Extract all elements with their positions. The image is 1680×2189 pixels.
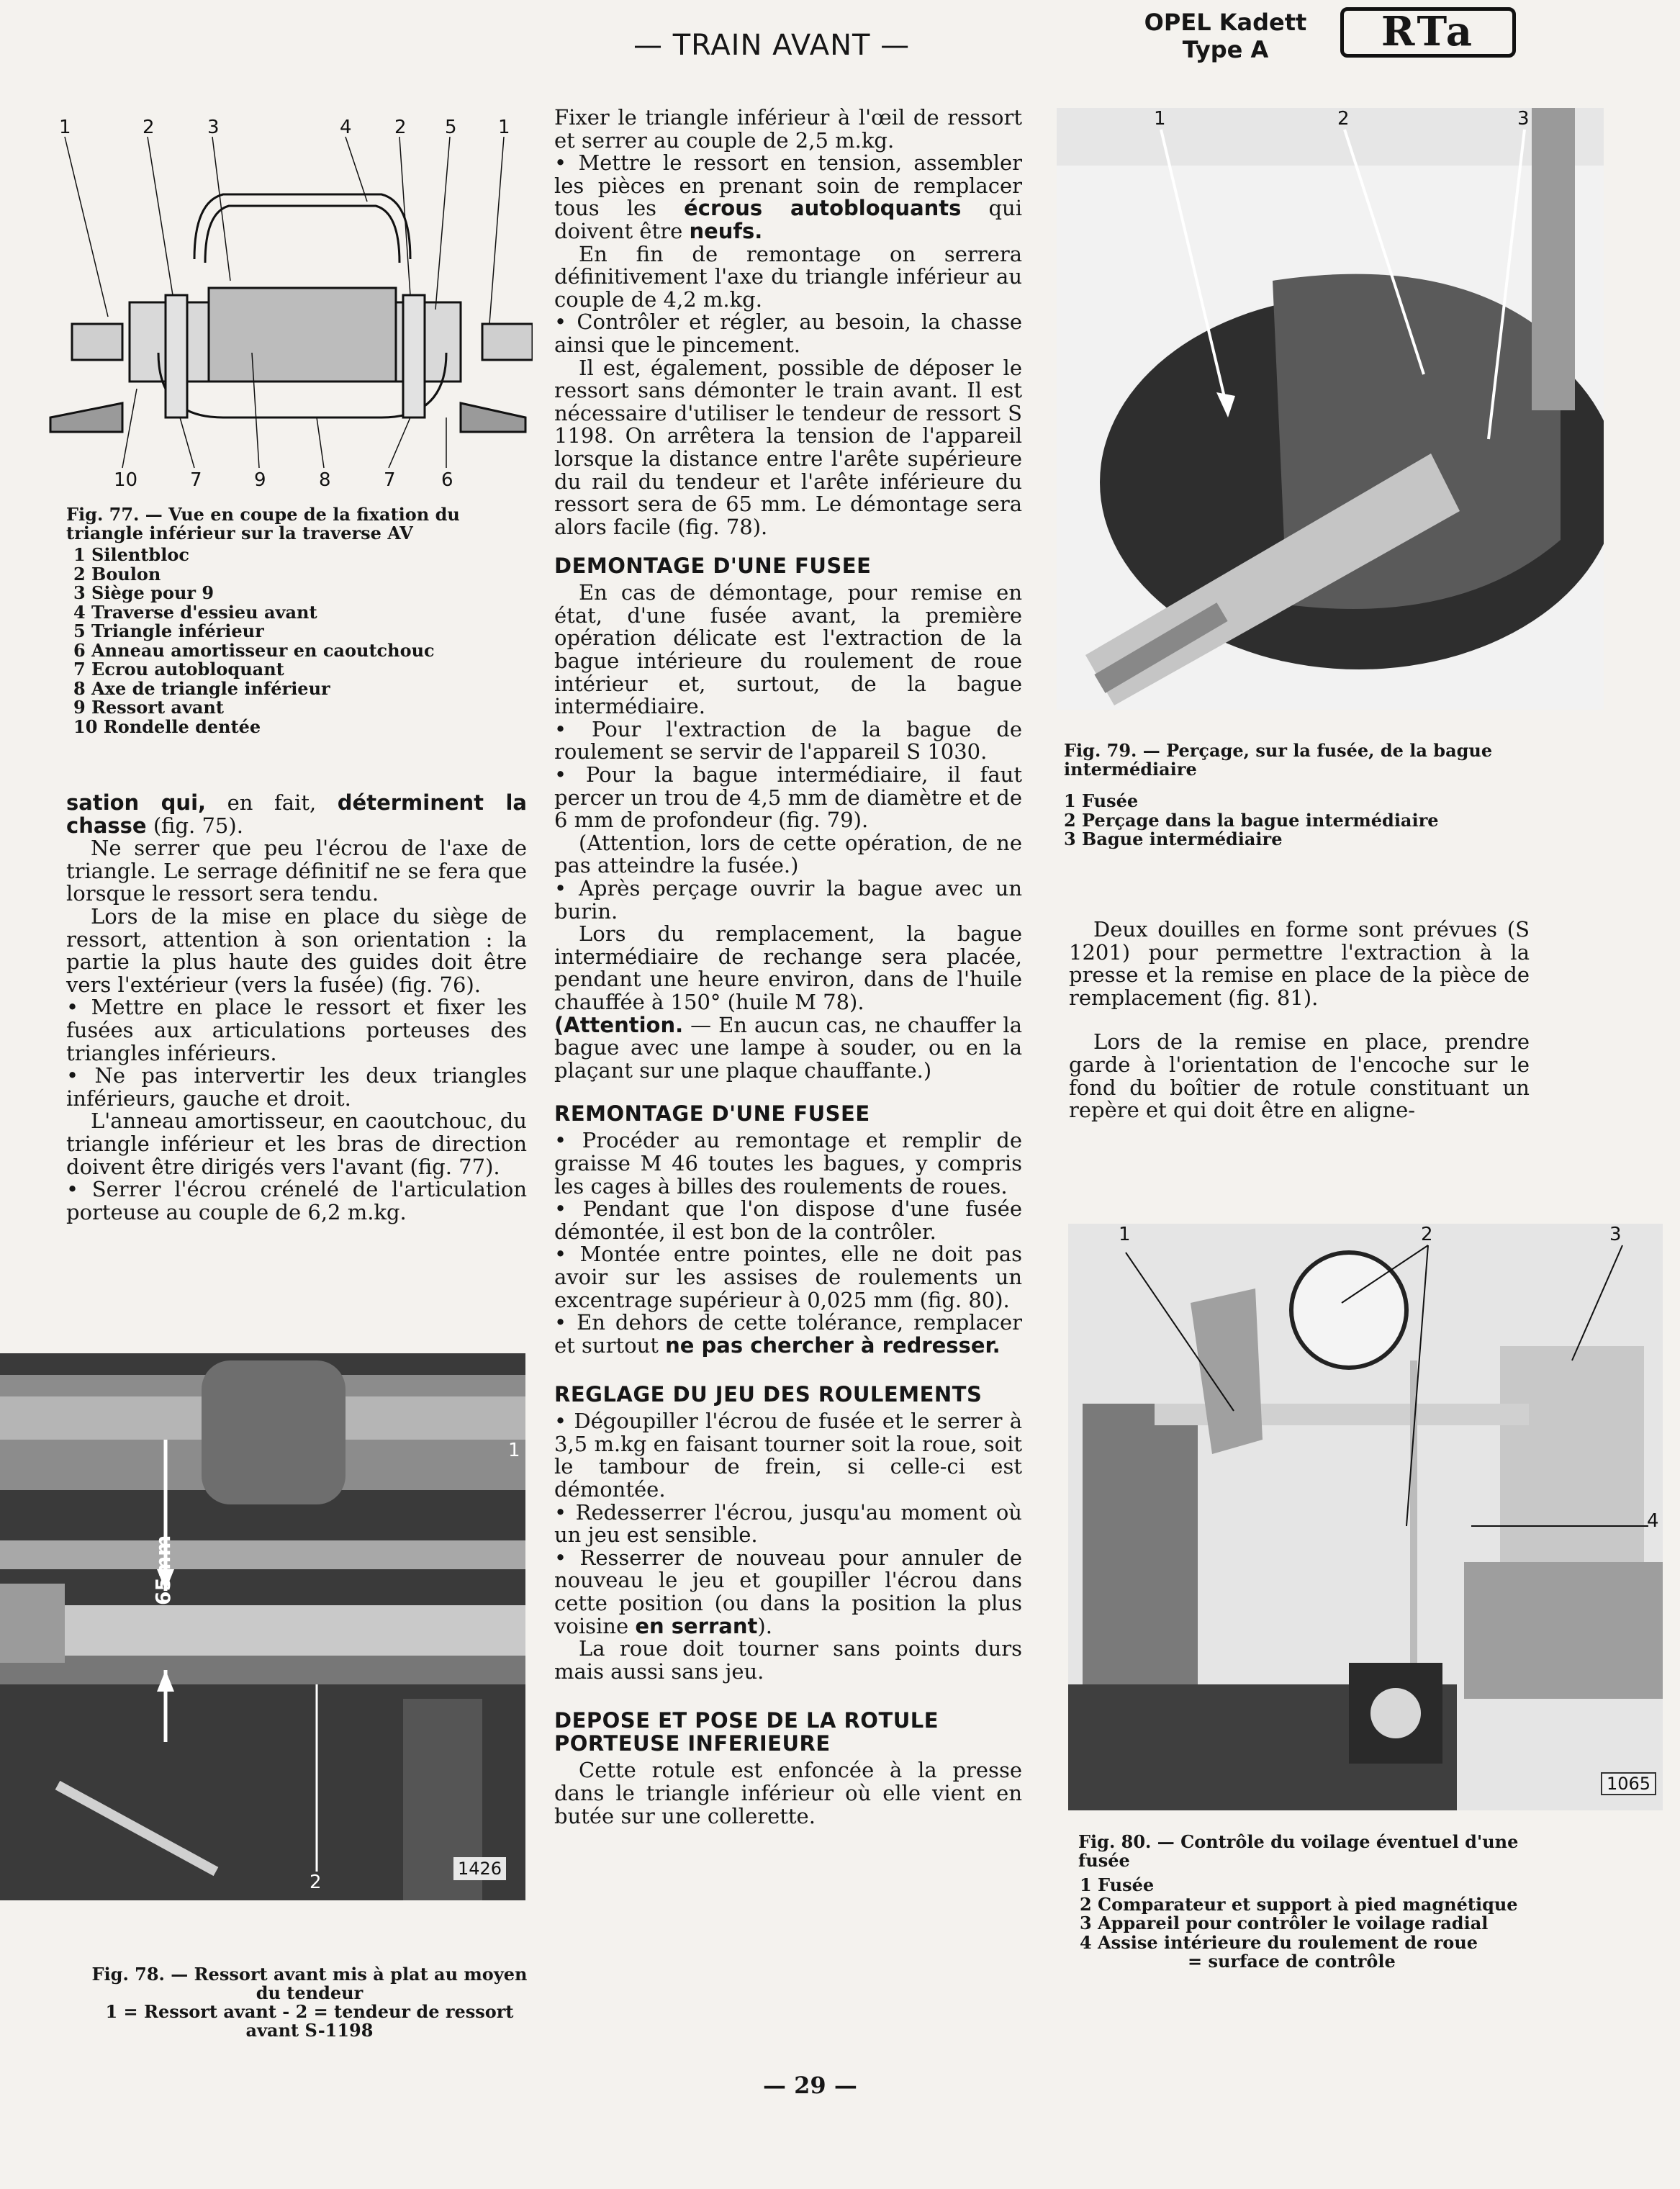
col2-paragraph: • Dégoupiller l'écrou de fusée et le serrer à 3,5 m.kg en faisant tourner soit la roue, soit le tambour de frein, si celle-ci est démontée.: [554, 1409, 1022, 1502]
col2-paragraph: (Attention, lors de cette opération, de ne pas atteindre la fusée.): [554, 830, 1022, 878]
section-heading-depose-rotule: DEPOSE ET POSE DE LA ROTULE PORTEUSE INFERIEURE: [554, 1708, 939, 1756]
section-heading-demontage: DEMONTAGE D'UNE FUSEE: [554, 554, 872, 579]
fig80-callout-2: 2: [1421, 1224, 1433, 1245]
fig80-photo: [1068, 1224, 1663, 1810]
fig79-callout-1: 1: [1154, 108, 1166, 130]
fig77-legend-item: 6 Anneau amortisseur en caoutchouc: [73, 639, 435, 661]
fig78-plate-number: 1426: [453, 1857, 506, 1880]
fig79-legend-item: 3 Bague intermédiaire: [1064, 829, 1283, 849]
fig78-caption-title: Fig. 78. — Ressort avant mis à plat au moyen du tendeur: [91, 1964, 528, 2003]
fig77-legend-item: 7 Ecrou autobloquant: [73, 659, 284, 680]
fig77-legend-item: 8 Axe de triangle inférieur: [73, 677, 330, 699]
col1-paragraph: Lors de la mise en place du siège de ressort, attention à son orientation : la partie la plus haute des guides doit être vers l'extérieur (vers la fusée) (fig. 76).: [66, 903, 527, 997]
fig77-callout-8: 8: [319, 469, 331, 491]
col2-paragraph: (Attention. — En aucun cas, ne chauffer la bague avec une lampe à souder, ou en la plaçant sur une plaque chauffante.): [554, 1012, 1022, 1083]
fig77-callout-10: 10: [114, 469, 138, 491]
col2-paragraph: Cette rotule est enfoncée à la presse dans le triangle inférieur où elle vient en butée sur une collerette.: [554, 1758, 1022, 1828]
col2-paragraph: • Redesserrer l'écrou, jusqu'au moment où un jeu est sensible.: [554, 1499, 1022, 1548]
col2-paragraph: En cas de démontage, pour remise en état, d'une fusée avant, la première opération délicate est l'extraction de la bague intérieure du roulement de roue intérieur et, surtout, de la bague intermédiaire.: [554, 580, 1022, 719]
fig79-callout-2: 2: [1337, 108, 1350, 130]
fig80-legend-item: 3 Appareil pour contrôler le voilage radial: [1080, 1913, 1489, 1933]
col2-paragraph: • Montée entre pointes, elle ne doit pas avoir sur les assises de roulements un excentrage supérieur à 0,025 mm (fig. 80).: [554, 1242, 1022, 1312]
col1-paragraph: • Serrer l'écrou crénelé de l'articulation porteuse au couple de 6,2 m.kg.: [66, 1177, 527, 1224]
fig77-drawing: [43, 115, 533, 497]
column-1-text: [66, 792, 527, 1224]
fig77-legend: [73, 546, 534, 736]
fig80-legend-item: 2 Comparateur et support à pied magnétique: [1080, 1893, 1518, 1915]
fig77-callout-1a: 1: [59, 117, 71, 138]
fig77-legend-item: 3 Siège pour 9: [73, 582, 214, 603]
fig77-bolt-right: [403, 295, 425, 418]
col2-paragraph: • Pendant que l'on dispose d'une fusée démontée, il est bon de la contrôler.: [554, 1196, 1022, 1244]
fig78-callout-2: 2: [310, 1872, 322, 1893]
fig77-cross-section-svg: [43, 115, 533, 497]
fig78-caption: [79, 1965, 540, 2040]
col2-paragraph: Il est, également, possible de déposer le ressort sans démonter le train avant. Il est nécessaire d'utiliser le tendeur de ressort S 1198. On arrêtera la tension de l'appareil lorsque la distance entre l'arête supérieure du rail du tendeur et l'arête inférieure du ressort sera de 65 mm. Le démontage sera alors facile (fig. 78).: [554, 355, 1022, 539]
fig80-caption: Fig. 80. — Contrôle du voilage éventuel d'une fusée: [1078, 1831, 1519, 1871]
page-number: — 29 —: [763, 2072, 857, 2099]
col2-paragraph: • Resserrer de nouveau pour annuler de nouveau le jeu et goupiller l'écrou dans cette position (ou dans la position la plus voisine en serrant).: [554, 1545, 1022, 1638]
brand-label: [1141, 9, 1310, 63]
fig77-callout-3: 3: [207, 117, 220, 138]
fig80-legend-item: = surface de contrôle: [1188, 1951, 1396, 1972]
col2-paragraph: Lors du remplacement, la bague intermédiaire de rechange sera placée, pendant une heure environ, dans de l'huile chauffée à 150° (huile M 78).: [554, 921, 1022, 1014]
col2-paragraph: • En dehors de cette tolérance, remplacer et surtout ne pas chercher à redresser.: [554, 1310, 1022, 1358]
fig77-legend-item: 1 Silentbloc: [73, 544, 189, 565]
col2-paragraph: La roue doit tourner sans points durs mais aussi sans jeu.: [554, 1636, 1022, 1684]
fig77-legend-item: 10 Rondelle dentée: [73, 716, 261, 737]
section-heading-remontage: REMONTAGE D'UNE FUSEE: [554, 1101, 870, 1127]
fig79-caption: Fig. 79. — Perçage, sur la fusée, de la bague intermédiaire: [1064, 740, 1493, 780]
fig80-legend-item: 1 Fusée: [1080, 1874, 1155, 1895]
fig78-caption-legend: 1 = Ressort avant - 2 = tendeur de ressort avant S-1198: [105, 2001, 514, 2041]
col2-paragraph: • Pour l'extraction de la bague de roulement se servir de l'appareil S 1030.: [554, 716, 1022, 764]
fig77-bolt-left: [166, 295, 187, 418]
fig77-caption: Fig. 77. — Vue en coupe de la fixation du triangle inférieur sur la traverse AV: [66, 504, 460, 543]
fig80-callout-4: 4: [1647, 1510, 1659, 1532]
col2-paragraph: • Pour la bague intermédiaire, il faut percer un trou de 4,5 mm de diamètre et de 6 mm de profondeur (fig. 79).: [554, 762, 1022, 833]
section-heading-reglage: REGLAGE DU JEU DES ROULEMENTS: [554, 1382, 983, 1407]
col1-paragraph: • Ne pas intervertir les deux triangles inférieurs, gauche et droit.: [66, 1063, 527, 1111]
fig80-callout-1: 1: [1119, 1224, 1131, 1245]
fig80-plate-number: 1065: [1601, 1772, 1656, 1795]
fig77-callout-9: 9: [254, 469, 266, 491]
fig77-callout-2a: 2: [143, 117, 155, 138]
col1-paragraph: L'anneau amortisseur, en caoutchouc, du triangle inférieur et les bras de direction doivent être dirigés vers l'avant (fig. 77).: [66, 1109, 527, 1179]
col1-paragraph: • Mettre en place le ressort et fixer les fusées aux articulations porteuses des triangles inférieurs.: [66, 995, 527, 1065]
col2-paragraph: • Contrôler et régler, au besoin, la chasse ainsi que le pincement.: [554, 310, 1022, 357]
fig77-callout-6: 6: [441, 469, 453, 491]
fig77-spring: [209, 288, 396, 382]
rta-logo: RTa: [1340, 7, 1516, 58]
fig77-callout-2b: 2: [394, 117, 407, 138]
fig77-legend-item: 4 Traverse d'essieu avant: [73, 601, 317, 623]
col2-paragraph: En fin de remontage on serrera définitivement l'axe du triangle inférieur au couple de 4,2 m.kg.: [554, 241, 1022, 312]
fig79-legend-item: 1 Fusée: [1064, 790, 1139, 811]
col3-paragraph: Deux douilles en forme sont prévues (S 1201) pour permettre l'extraction à la presse et la remise en place de la pièce de remplacement (fig. 81).: [1069, 917, 1530, 1010]
fig77-callout-4: 4: [340, 117, 352, 138]
fig79-callout-3: 3: [1517, 108, 1530, 130]
fig77-callout-7b: 7: [384, 469, 396, 491]
column-3-text: [1069, 919, 1530, 1122]
col2-paragraph: • Procéder au remontage et remplir de graisse M 46 toutes les bagues, y compris les cages à billes des roulements de roues.: [554, 1128, 1022, 1199]
col2-paragraph: • Mettre le ressort en tension, assembler les pièces en prenant soin de remplacer tous les écrous autobloquants qui doivent être neufs.: [554, 150, 1022, 243]
fig77-callout-5: 5: [445, 117, 457, 138]
fig80-callout-3: 3: [1609, 1224, 1622, 1245]
fig79-photo: [1057, 108, 1604, 710]
brand-type: Type A: [1182, 36, 1269, 63]
fig77-legend-item: 2 Boulon: [73, 563, 161, 585]
col1-paragraph: Ne serrer que peu l'écrou de l'axe de triangle. Le serrage définitif ne se fera que lorsque le ressort sera tendu.: [66, 836, 527, 906]
col3-paragraph: Lors de la remise en place, prendre garde à l'orientation de l'encoche sur le fond du boîtier de rotule constituant un repère et qui doit être en aligne-: [1069, 1029, 1530, 1123]
fig79-legend-item: 2 Perçage dans la bague intermédiaire: [1064, 809, 1439, 831]
page-header-title: — TRAIN AVANT —: [633, 29, 911, 62]
fig79-legend: [1064, 792, 1532, 849]
col2-paragraph: Fixer le triangle inférieur à l'œil de ressort et serrer au couple de 2,5 m.kg.: [554, 105, 1022, 153]
brand-model: OPEL Kadett: [1144, 9, 1307, 36]
column-2-text: [554, 107, 1022, 1828]
col1-paragraph: sation qui, en fait, déterminent la chasse (fig. 75).: [66, 790, 527, 838]
fig78-photo: [0, 1353, 525, 1900]
fig80-legend: [1080, 1876, 1540, 1972]
fig78-measure-label: 65mm: [151, 1535, 175, 1605]
fig80-legend-item: 4 Assise intérieure du roulement de roue: [1080, 1931, 1478, 1953]
fig77-legend-item: 9 Ressort avant: [73, 697, 224, 718]
fig77-legend-item: 5 Triangle inférieur: [73, 620, 264, 641]
fig77-callout-1b: 1: [498, 117, 510, 138]
fig78-callout-1: 1: [508, 1440, 520, 1461]
col2-paragraph: • Après perçage ouvrir la bague avec un burin.: [554, 876, 1022, 924]
fig77-callout-7a: 7: [190, 469, 202, 491]
